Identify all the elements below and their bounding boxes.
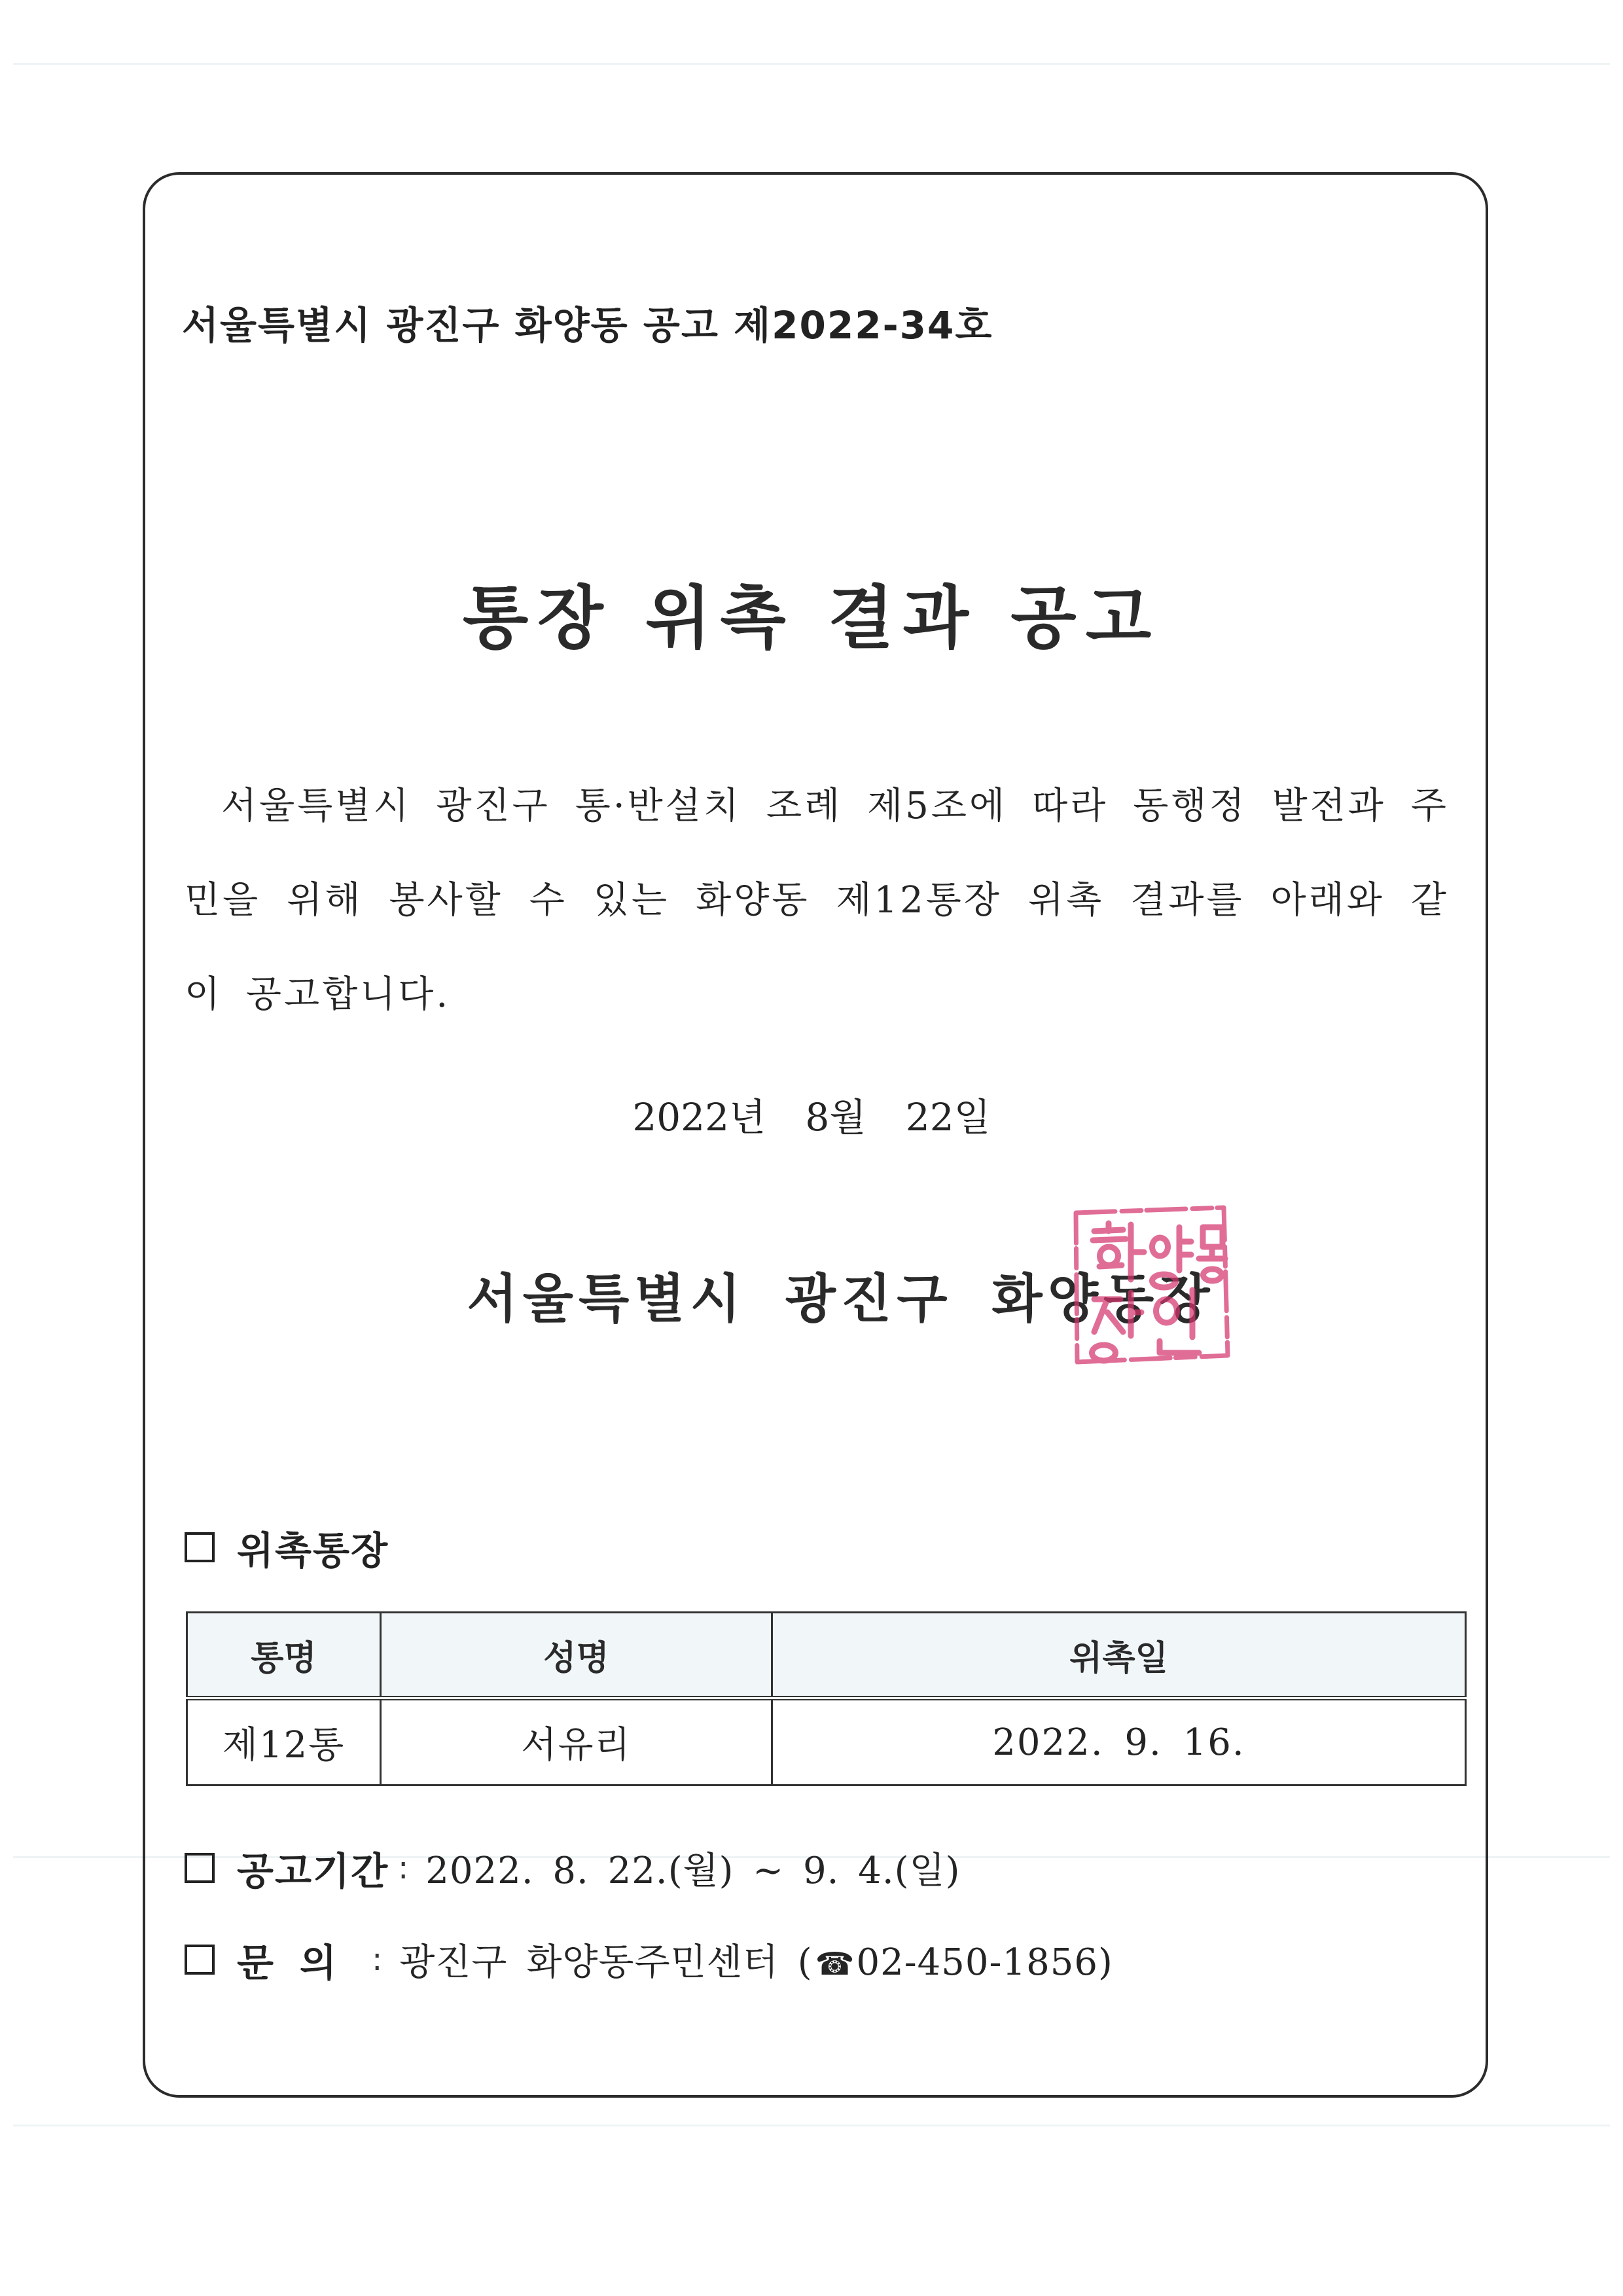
column-header-appointment-date: 위촉일 [772, 1613, 1466, 1698]
column-header-district: 통명 [187, 1613, 381, 1698]
scan-edge-line-top [13, 63, 1610, 65]
inquiry-value [399, 1933, 1113, 1986]
inquiry-phone: 02-450-1856 [856, 1941, 1098, 1984]
table-header-row [187, 1613, 1466, 1698]
notice-period-line [185, 1840, 960, 1895]
phone-icon: ☎ [815, 1946, 855, 1982]
cell-district: 제12통 [187, 1698, 381, 1785]
square-bullet-icon [185, 1853, 215, 1883]
cell-name: 서유리 [381, 1698, 772, 1785]
official-seal-stamp [1068, 1201, 1232, 1368]
notice-issuer: 서울특별시 광진구 화양동장 [467, 1268, 1215, 1329]
notice-body: 서울특별시 광진구 통·반설치 조례 제5조에 따라 동행정 발전과 주민을 위해 봉사할 수 있는 화양동 제12통장 위촉 결과를 아래와 같이 공고합니다. [185, 785, 1449, 1016]
inquiry-label: 문의 [237, 1941, 363, 1985]
notice-date: 2022년 8월 22일 [632, 1095, 991, 1139]
appointment-section-label: 위촉통장 [237, 1528, 389, 1573]
inquiry-line [185, 1932, 1113, 1987]
separator-colon: : [398, 1850, 410, 1886]
scan-edge-line-bottom [13, 2125, 1610, 2126]
square-bullet-icon [185, 1945, 215, 1975]
notice-period-label: 공고기간 [237, 1849, 389, 1893]
seal-icon [1068, 1201, 1232, 1368]
appointment-table [186, 1611, 1467, 1786]
notice-title: 통장 위촉 결과 공고 [462, 578, 1161, 658]
table-row [187, 1698, 1466, 1785]
inquiry-suffix: ) [1097, 1941, 1113, 1984]
appointment-section-heading [185, 1520, 389, 1575]
separator-colon: : [372, 1941, 384, 1978]
column-header-name: 성명 [381, 1613, 772, 1698]
notice-period-value: 2022. 8. 22.(월) ~ 9. 4.(일) [425, 1850, 961, 1892]
cell-appointment-date: 2022. 9. 16. [772, 1698, 1466, 1785]
inquiry-office: 광진구 화양동주민센터 ( [399, 1941, 813, 1984]
notice-number: 서울특별시 광진구 화양동 공고 제2022-34호 [182, 303, 993, 348]
square-bullet-icon [185, 1532, 215, 1562]
